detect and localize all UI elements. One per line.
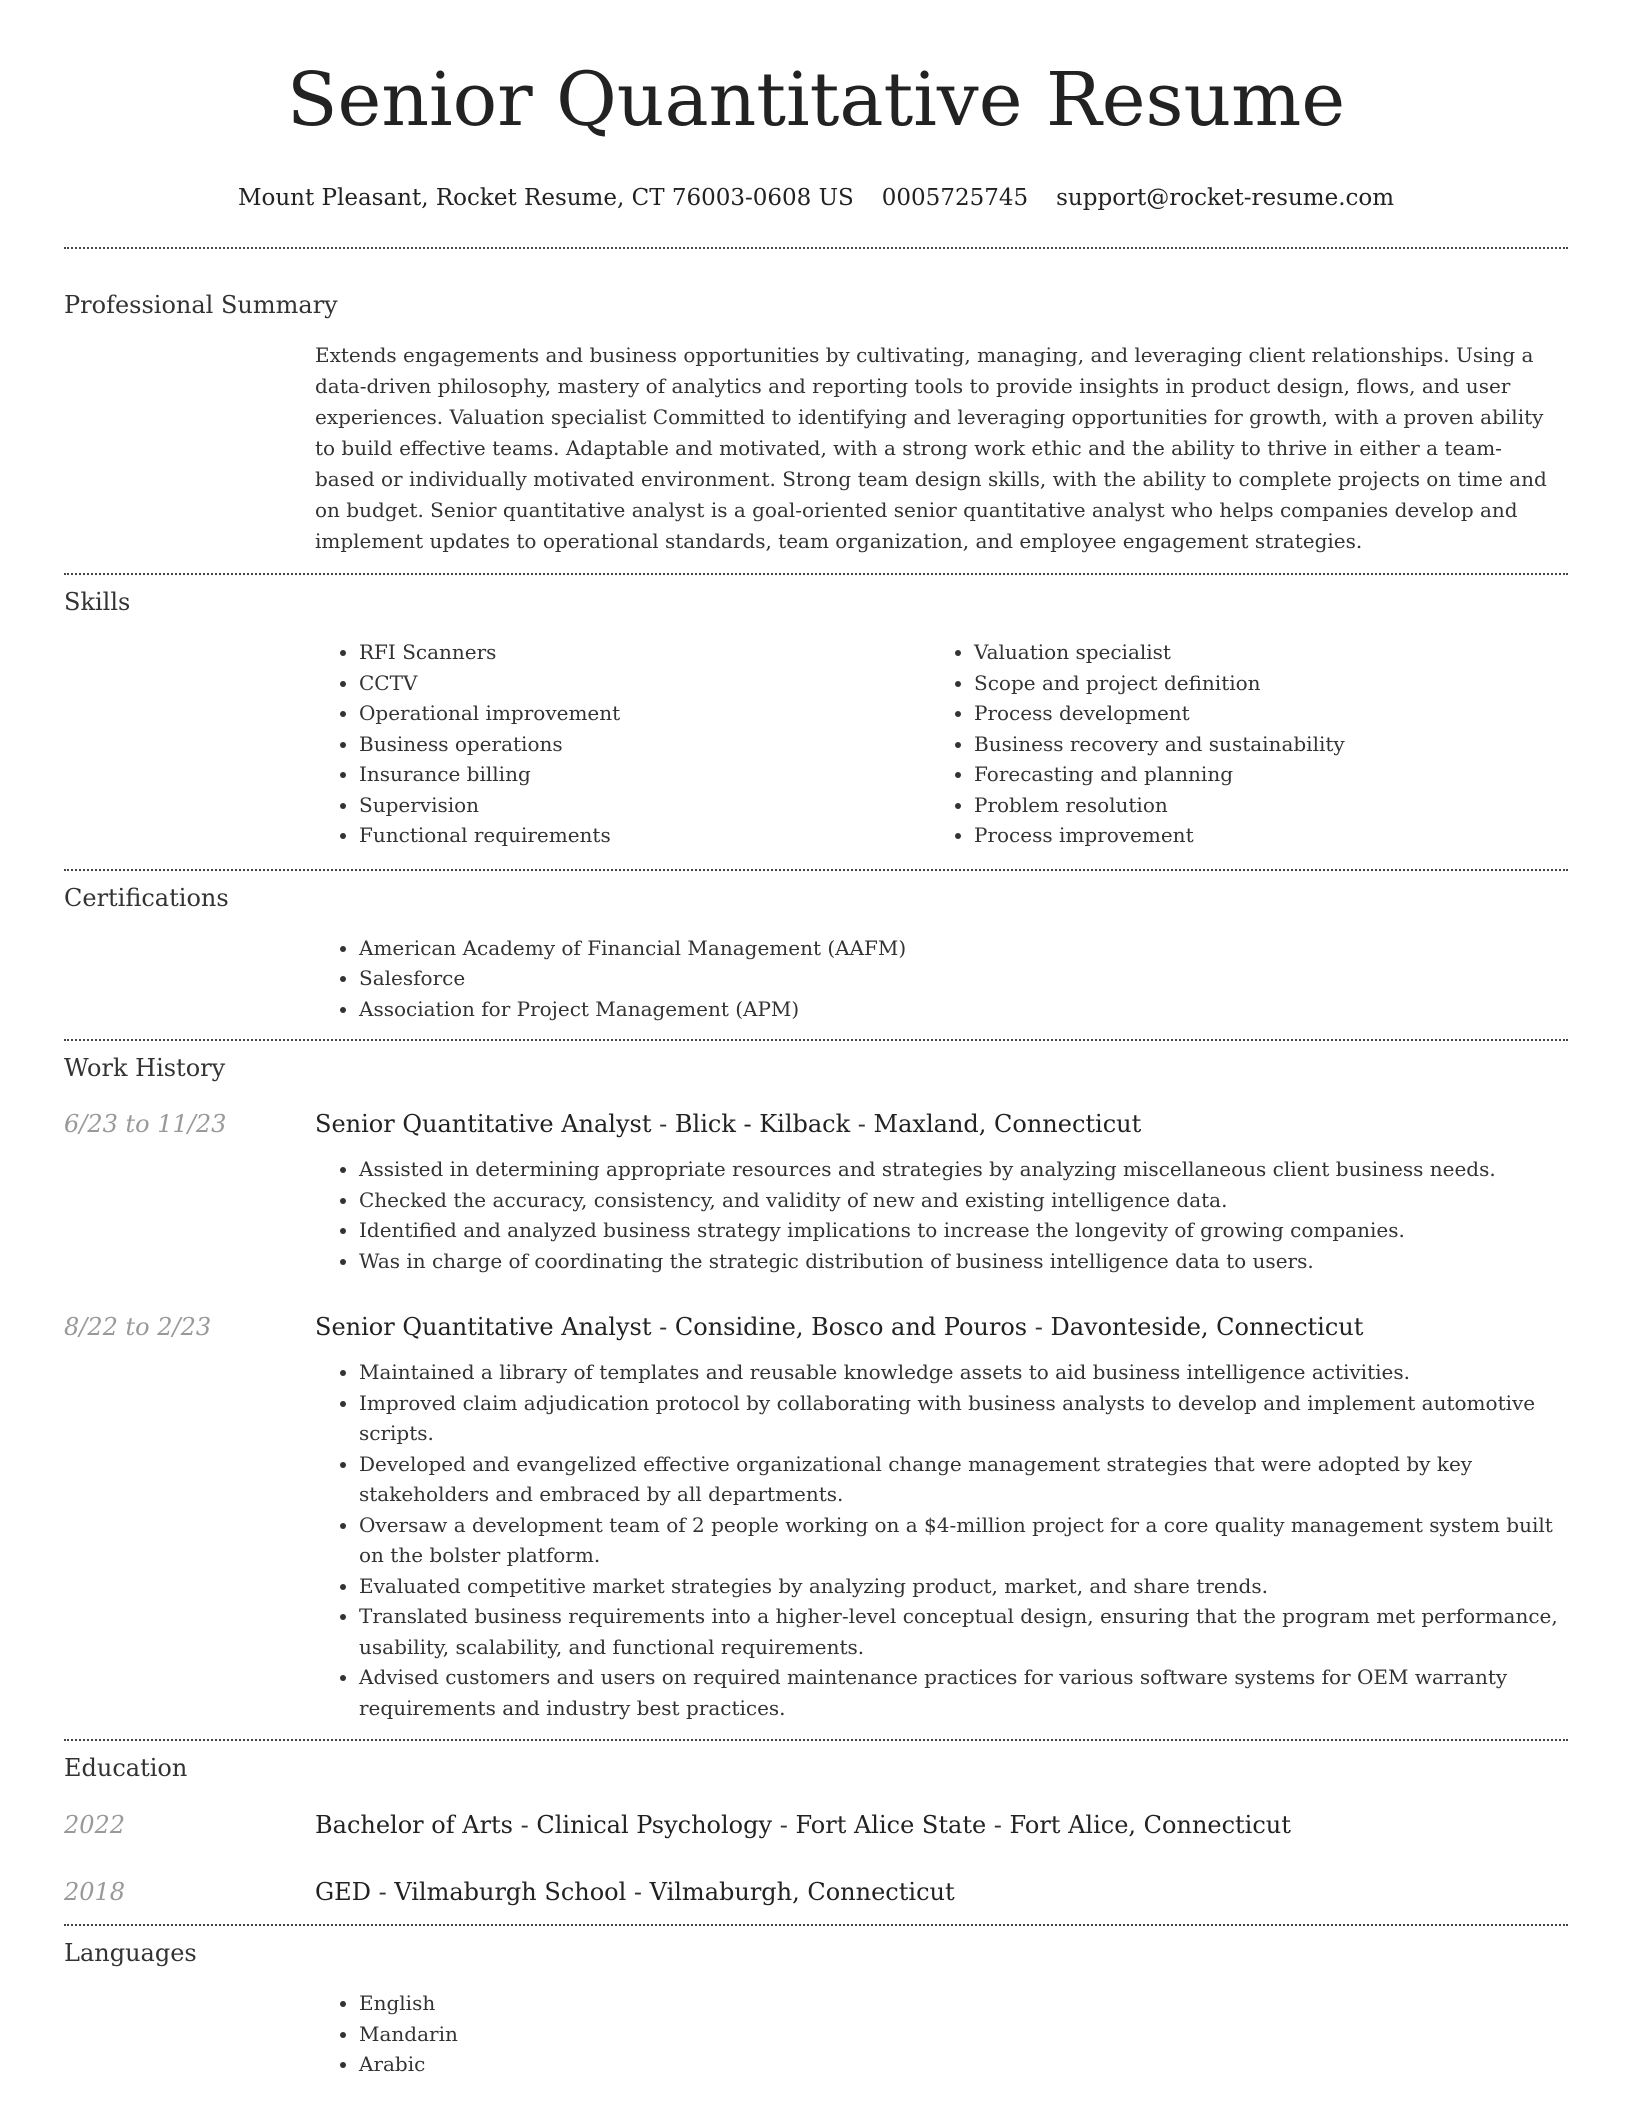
education-degree: Bachelor of Arts — [315, 1811, 513, 1839]
skill-item: • Valuation specialist — [974, 637, 1545, 668]
job-bullet: • Maintained a library of templates and reusable knowledge assets to aid business intelligence activities. — [359, 1357, 1568, 1388]
skill-item: • Functional requirements — [359, 820, 930, 851]
contact-line — [64, 183, 1568, 213]
education-entry — [64, 1810, 1568, 1840]
skill-item: • Supervision — [359, 790, 930, 821]
languages-section — [64, 1926, 1568, 2080]
education-location: Fort Alice, Connecticut — [1009, 1811, 1291, 1839]
skills-section — [64, 575, 1568, 869]
job-header — [64, 1312, 1568, 1342]
skill-item: • Insurance billing — [359, 759, 930, 790]
education-section — [64, 1741, 1568, 1924]
skill-item: • RFI Scanners — [359, 637, 930, 668]
education-degree: GED — [315, 1878, 371, 1906]
education-location: Vilmaburgh, Connecticut — [649, 1878, 955, 1906]
skill-item: • Operational improvement — [359, 698, 930, 729]
contact-email[interactable]: support@rocket-resume.com — [1056, 185, 1395, 211]
job-bullet: • Oversaw a development team of 2 people working on a $4-million project for a core quality management system built on the bolster platform. — [359, 1510, 1568, 1571]
language-item: • Arabic — [359, 2049, 1568, 2080]
job-role: Senior Quantitative Analyst — [315, 1313, 652, 1341]
job-bullet: • Improved claim adjudication protocol by collaborating with business analysts to develop and implement automotive scripts. — [359, 1388, 1568, 1449]
job-bullet: • Advised customers and users on required maintenance practices for various software systems for OEM warranty requirements and industry best practices. — [359, 1662, 1568, 1723]
resume-page — [64, 0, 1568, 2080]
job-location: Maxland, Connecticut — [873, 1110, 1142, 1138]
skill-item: • Business operations — [359, 729, 930, 760]
education-details: Bachelor of Arts - Clinical Psychology - Fort Alice State - Fort Alice, Connecticut — [315, 1811, 1291, 1839]
summary-title: Professional Summary — [64, 291, 338, 319]
job-company: Considine, Bosco and Pouros — [674, 1313, 1028, 1341]
job-dates: 6/23 to 11/23 — [64, 1110, 227, 1138]
job-title: Senior Quantitative Analyst - Blick - Kilback - Maxland, Connecticut — [315, 1110, 1142, 1138]
education-year: 2022 — [64, 1811, 126, 1839]
job-bullet: • Assisted in determining appropriate resources and strategies by analyzing miscellaneous client business needs. — [359, 1154, 1568, 1185]
education-details: GED - Vilmaburgh School - Vilmaburgh, Connecticut — [315, 1878, 955, 1906]
job-bullet: • Checked the accuracy, consistency, and validity of new and existing intelligence data. — [359, 1185, 1568, 1216]
languages-title: Languages — [64, 1939, 197, 1967]
job-company: Blick - Kilback — [674, 1110, 851, 1138]
contact-address: Mount Pleasant, Rocket Resume, CT 76003-0608 US — [237, 185, 854, 211]
language-item: • Mandarin — [359, 2019, 1568, 2050]
job-dates: 8/22 to 2/23 — [64, 1313, 212, 1341]
skill-item: • Business recovery and sustainability — [974, 729, 1545, 760]
job-title: Senior Quantitative Analyst - Considine, Bosco and Pouros - Davonteside, Connecticut — [315, 1313, 1364, 1341]
work-history-section — [64, 1041, 1568, 1739]
skill-item: • Forecasting and planning — [974, 759, 1545, 790]
job-role: Senior Quantitative Analyst — [315, 1110, 652, 1138]
job-bullet: • Identified and analyzed business strategy implications to increase the longevity of growing companies. — [359, 1215, 1568, 1246]
job-header — [64, 1109, 1568, 1139]
certification-item: • American Academy of Financial Management (AAFM) — [359, 933, 1568, 964]
skills-column-left — [315, 637, 930, 851]
job-location: Davonteside, Connecticut — [1050, 1313, 1364, 1341]
summary-section — [64, 249, 1568, 573]
certification-item: • Salesforce — [359, 963, 1568, 994]
job-bullet: • Evaluated competitive market strategies by analyzing product, market, and share trends. — [359, 1571, 1568, 1602]
skill-item: • Process development — [974, 698, 1545, 729]
education-school: Vilmaburgh School — [394, 1878, 627, 1906]
job-bullet: • Translated business requirements into a higher-level conceptual design, ensuring that the program met performance, usability, scalability, and functional requirements. — [359, 1601, 1568, 1662]
education-field: Clinical Psychology — [536, 1811, 773, 1839]
skills-title: Skills — [64, 588, 131, 616]
skill-item: • Process improvement — [974, 820, 1545, 851]
skill-item: • CCTV — [359, 668, 930, 699]
education-year: 2018 — [64, 1878, 126, 1906]
summary-text: Extends engagements and business opportunities by cultivating, managing, and leveraging client relationships. Using a data-driven philosophy, mastery of analytics and reporting tools to provide insights in product design, flows, and user experiences. Valuation specialist Committed to identifying and leveraging opportunities for growth, with a proven ability to build effective teams. Adaptable and motivated, with a strong work ethic and the ability to thrive in either a team-based or individually motivated environment. Strong team design skills, with the ability to complete projects on time and on budget. Senior quantitative analyst is a goal-oriented senior quantitative analyst who helps companies develop and implement updates to operational standards, team organization, and employee engagement strategies. — [315, 343, 1547, 553]
contact-phone: 0005725745 — [881, 185, 1029, 211]
skills-column-right — [930, 637, 1545, 851]
education-title: Education — [64, 1754, 188, 1782]
job-bullet: • Developed and evangelized effective organizational change management strategies that were adopted by key stakeholders and embraced by all departments. — [359, 1449, 1568, 1510]
work-history-title: Work History — [64, 1054, 226, 1082]
certifications-section — [64, 871, 1568, 1040]
language-item: • English — [359, 1988, 1568, 2019]
resume-name: Senior Quantitative Resume — [286, 57, 1346, 143]
job-bullet: • Was in charge of coordinating the strategic distribution of business intelligence data to users. — [359, 1246, 1568, 1277]
skill-item: • Scope and project definition — [974, 668, 1545, 699]
certifications-title: Certifications — [64, 883, 229, 912]
education-school: Fort Alice State — [795, 1811, 987, 1839]
certification-item: • Association for Project Management (APM) — [359, 994, 1568, 1025]
education-entry — [64, 1877, 1568, 1924]
skill-item: • Problem resolution — [974, 790, 1545, 821]
skills-columns — [315, 637, 1568, 869]
